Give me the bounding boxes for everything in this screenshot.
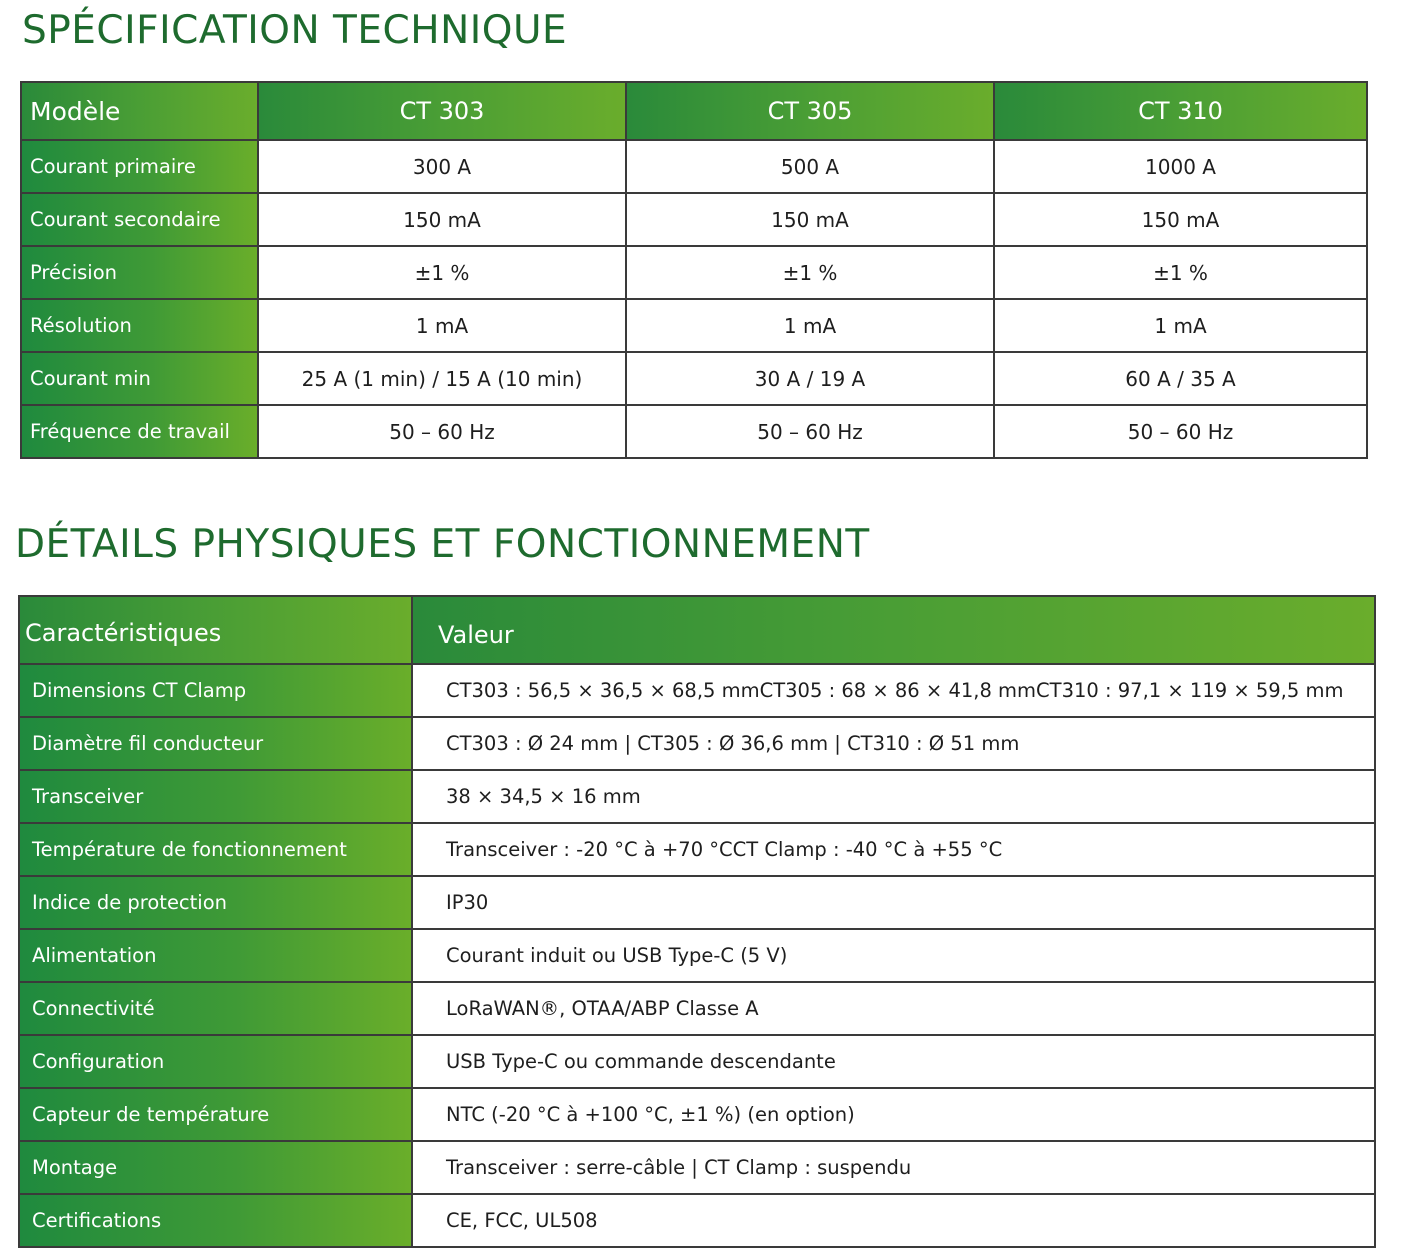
- row-label: Dimensions CT Clamp: [19, 664, 412, 717]
- physical-header-row: [19, 596, 1375, 664]
- spec-header-row: [21, 82, 1367, 140]
- row-label: Résolution: [21, 299, 258, 352]
- cell-value: Courant induit ou USB Type-C (5 V): [412, 929, 1375, 982]
- cell-value: 150 mA: [258, 193, 626, 246]
- row-label: Courant secondaire: [21, 193, 258, 246]
- row-label: Courant primaire: [21, 140, 258, 193]
- spec-header-ct303: CT 303: [258, 82, 626, 140]
- cell-value: Transceiver : serre-câble | CT Clamp : suspendu: [412, 1141, 1375, 1194]
- row-label: Montage: [19, 1141, 412, 1194]
- row-label: Diamètre fil conducteur: [19, 717, 412, 770]
- physical-header-characteristics: Caractéristiques: [19, 596, 412, 664]
- cell-value: ±1 %: [626, 246, 994, 299]
- row-label: Courant min: [21, 352, 258, 405]
- spec-section-title: SPÉCIFICATION TECHNIQUE: [22, 8, 568, 53]
- cell-value: 500 A: [626, 140, 994, 193]
- table-row: [19, 664, 1375, 717]
- table-row: [19, 982, 1375, 1035]
- table-row: [21, 299, 1367, 352]
- table-row: [19, 876, 1375, 929]
- cell-value: 60 A / 35 A: [994, 352, 1367, 405]
- table-row: [19, 1194, 1375, 1247]
- row-label: Configuration: [19, 1035, 412, 1088]
- table-row: [19, 770, 1375, 823]
- row-label: Fréquence de travail: [21, 405, 258, 458]
- row-label: Capteur de température: [19, 1088, 412, 1141]
- table-row: [21, 193, 1367, 246]
- cell-value: 150 mA: [994, 193, 1367, 246]
- table-row: [19, 1035, 1375, 1088]
- cell-value: IP30: [412, 876, 1375, 929]
- cell-value: CT303 : Ø 24 mm | CT305 : Ø 36,6 mm | CT310 : Ø 51 mm: [412, 717, 1375, 770]
- cell-value: CE, FCC, UL508: [412, 1194, 1375, 1247]
- row-label: Connectivité: [19, 982, 412, 1035]
- cell-value: 1000 A: [994, 140, 1367, 193]
- cell-value: 50 – 60 Hz: [994, 405, 1367, 458]
- row-label: Certifications: [19, 1194, 412, 1247]
- cell-value: 150 mA: [626, 193, 994, 246]
- table-row: [19, 929, 1375, 982]
- cell-value: 1 mA: [994, 299, 1367, 352]
- cell-value: Transceiver : -20 °C à +70 °CCT Clamp : -40 °C à +55 °C: [412, 823, 1375, 876]
- spec-header-ct310: CT 310: [994, 82, 1367, 140]
- cell-value: CT303 : 56,5 × 36,5 × 68,5 mmCT305 : 68 × 86 × 41,8 mmCT310 : 97,1 × 119 × 59,5 mm: [412, 664, 1375, 717]
- table-row: [19, 1088, 1375, 1141]
- physical-section-title: DÉTAILS PHYSIQUES ET FONCTIONNEMENT: [15, 522, 870, 567]
- cell-value: 1 mA: [626, 299, 994, 352]
- cell-value: 25 A (1 min) / 15 A (10 min): [258, 352, 626, 405]
- row-label: Précision: [21, 246, 258, 299]
- cell-value: 50 – 60 Hz: [258, 405, 626, 458]
- cell-value: ±1 %: [994, 246, 1367, 299]
- table-row: [19, 823, 1375, 876]
- cell-value: 50 – 60 Hz: [626, 405, 994, 458]
- cell-value: 38 × 34,5 × 16 mm: [412, 770, 1375, 823]
- cell-value: USB Type-C ou commande descendante: [412, 1035, 1375, 1088]
- cell-value: LoRaWAN®, OTAA/ABP Classe A: [412, 982, 1375, 1035]
- cell-value: 30 A / 19 A: [626, 352, 994, 405]
- table-row: [21, 352, 1367, 405]
- cell-value: 300 A: [258, 140, 626, 193]
- spec-header-model-label: Modèle: [21, 82, 258, 140]
- row-label: Température de fonctionnement: [19, 823, 412, 876]
- table-row: [19, 717, 1375, 770]
- row-label: Transceiver: [19, 770, 412, 823]
- spec-header-ct305: CT 305: [626, 82, 994, 140]
- spec-table: [20, 81, 1368, 459]
- row-label: Indice de protection: [19, 876, 412, 929]
- row-label: Alimentation: [19, 929, 412, 982]
- cell-value: NTC (-20 °C à +100 °C, ±1 %) (en option): [412, 1088, 1375, 1141]
- physical-header-value: Valeur: [412, 596, 1375, 664]
- table-row: [21, 140, 1367, 193]
- table-row: [21, 405, 1367, 458]
- physical-table: [18, 595, 1376, 1248]
- table-row: [19, 1141, 1375, 1194]
- cell-value: 1 mA: [258, 299, 626, 352]
- cell-value: ±1 %: [258, 246, 626, 299]
- table-row: [21, 246, 1367, 299]
